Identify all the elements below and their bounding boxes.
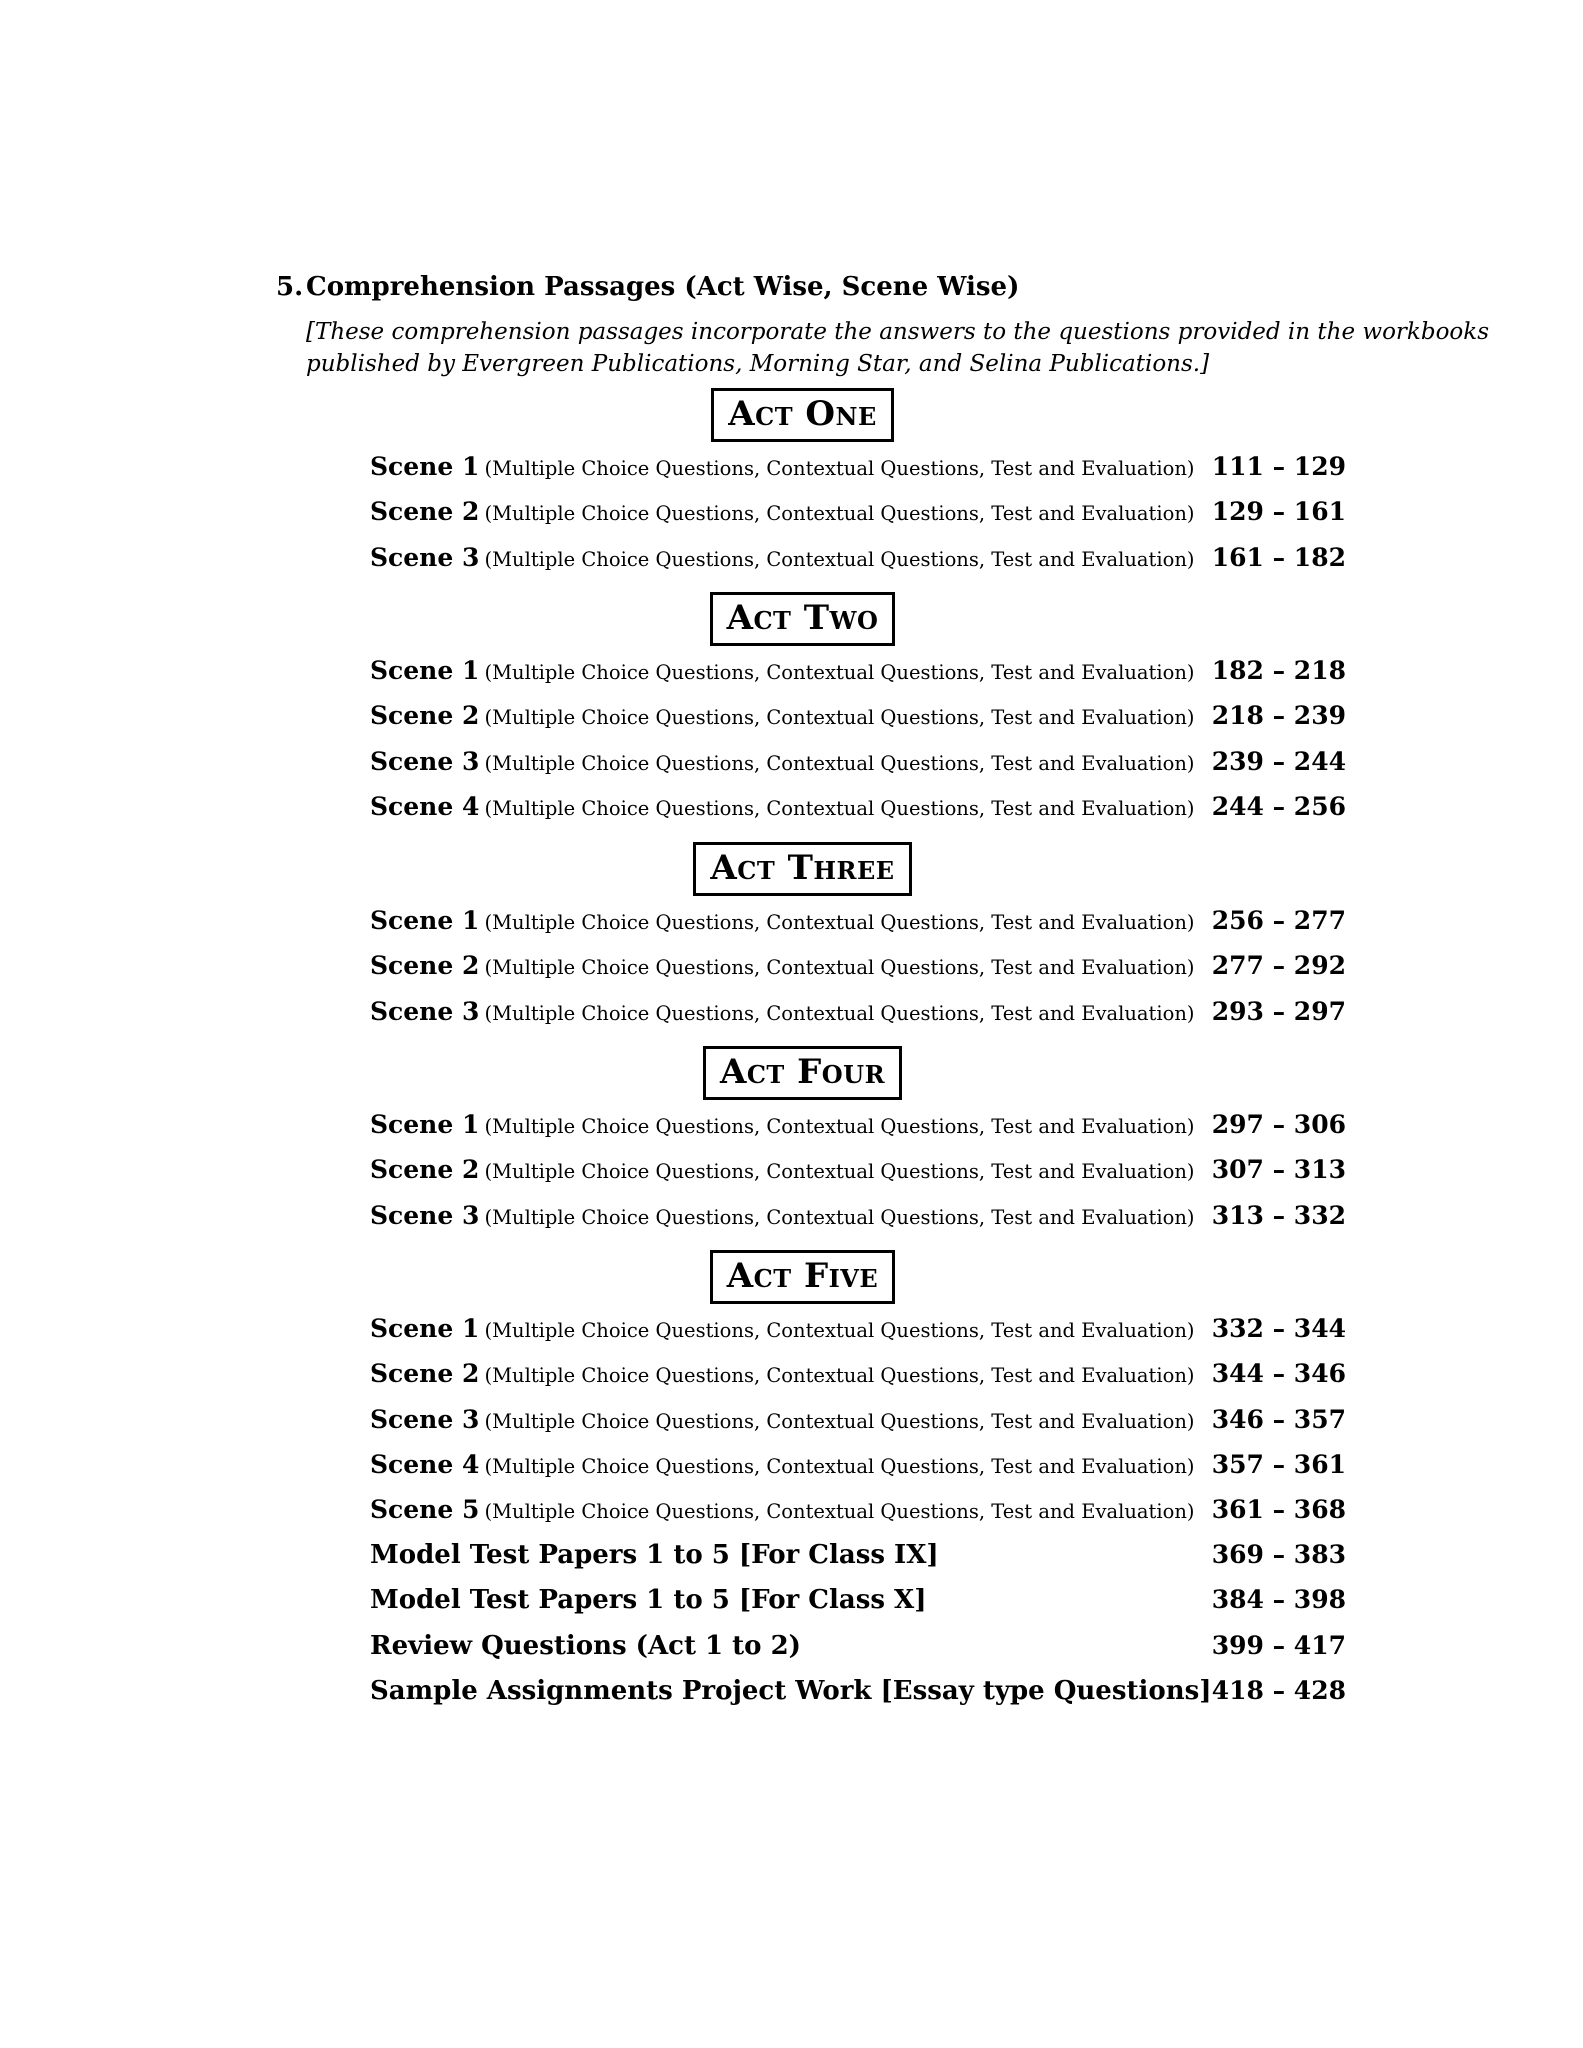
entry-label: Sample Assignments Project Work [Essay type Questions]: [370, 1675, 1212, 1706]
page-range: 399 – 417: [1211, 1630, 1346, 1660]
scene-label: Scene 3: [370, 996, 480, 1026]
page-range: 244 – 256: [1211, 791, 1346, 821]
toc-row: [370, 747, 1346, 787]
page-range: 182 – 218: [1211, 656, 1346, 685]
toc-row: [370, 656, 1346, 696]
section-number: 5.: [276, 272, 304, 302]
page-range: 346 – 357: [1211, 1404, 1346, 1434]
toc-row: [370, 1676, 1346, 1716]
page-range: 361 – 368: [1211, 1495, 1346, 1525]
page-range: 344 – 346: [1211, 1359, 1346, 1389]
page-range: 256 – 277: [1211, 906, 1346, 935]
toc-row: [370, 1359, 1346, 1399]
entry-label: Model Test Papers 1 to 5 [For Class IX]: [370, 1540, 939, 1570]
page-range: 307 – 313: [1211, 1155, 1346, 1185]
scene-description: (Multiple Choice Questions, Contextual Questions, Test and Evaluation): [484, 1115, 1195, 1138]
toc-row: [370, 1405, 1346, 1445]
scene-description: (Multiple Choice Questions, Contextual Questions, Test and Evaluation): [484, 706, 1195, 730]
scene-label: Scene 1: [370, 452, 480, 481]
scene-description: (Multiple Choice Questions, Contextual Questions, Test and Evaluation): [484, 1001, 1195, 1025]
act-title: Act One: [711, 388, 894, 442]
act-heading: [0, 842, 1583, 896]
act-heading: [0, 388, 1583, 442]
toc-row: [370, 1450, 1346, 1490]
scene-label: Scene 3: [370, 542, 480, 572]
note-line: [These comprehension passages incorporate the answers to the questions provided in the workbooks: [306, 319, 1490, 345]
page-range: 218 – 239: [1211, 701, 1346, 731]
entry-label: Model Test Papers 1 to 5 [For Class X]: [370, 1585, 927, 1616]
section-heading: [276, 272, 1019, 302]
scene-label: Scene 3: [370, 1200, 480, 1230]
scene-description: (Multiple Choice Questions, Contextual Questions, Test and Evaluation): [484, 956, 1195, 980]
toc-row: [370, 1585, 1346, 1625]
section-title: Comprehension Passages (Act Wise, Scene Wise): [306, 272, 1020, 302]
act-title: Act Two: [710, 592, 896, 646]
scene-label: Scene 4: [370, 1449, 480, 1479]
page-range: 313 – 332: [1211, 1200, 1346, 1230]
scene-description: (Multiple Choice Questions, Contextual Questions, Test and Evaluation): [484, 1500, 1195, 1524]
toc-row: [370, 1201, 1346, 1241]
scene-description: (Multiple Choice Questions, Contextual Questions, Test and Evaluation): [484, 1319, 1195, 1342]
toc-row: [370, 1540, 1346, 1580]
page-range: 129 – 161: [1211, 497, 1346, 527]
toc-row: [370, 701, 1346, 741]
scene-description: (Multiple Choice Questions, Contextual Questions, Test and Evaluation): [484, 1364, 1195, 1388]
act-heading: [0, 1046, 1583, 1100]
scene-label: Scene 1: [370, 656, 480, 685]
act-title: Act Four: [703, 1046, 902, 1100]
page-range: 418 – 428: [1211, 1675, 1346, 1705]
scene-label: Scene 1: [370, 906, 480, 935]
scene-label: Scene 3: [370, 746, 480, 776]
page-range: 332 – 344: [1211, 1314, 1346, 1343]
toc-row: [370, 1495, 1346, 1535]
page-range: 277 – 292: [1211, 951, 1346, 981]
toc-row: [370, 497, 1346, 537]
toc-row: [370, 951, 1346, 991]
toc-row: [370, 792, 1346, 832]
scene-description: (Multiple Choice Questions, Contextual Questions, Test and Evaluation): [484, 502, 1195, 526]
page-range: 161 – 182: [1211, 542, 1346, 572]
scene-description: (Multiple Choice Questions, Contextual Questions, Test and Evaluation): [484, 457, 1195, 480]
page-range: 297 – 306: [1211, 1110, 1346, 1139]
scene-label: Scene 1: [370, 1110, 480, 1139]
scene-label: Scene 2: [370, 701, 480, 731]
scene-label: Scene 2: [370, 1359, 480, 1389]
scene-label: Scene 2: [370, 497, 480, 527]
page-range: 239 – 244: [1211, 746, 1346, 776]
page-range: 369 – 383: [1211, 1540, 1346, 1569]
act-heading: [0, 592, 1583, 646]
scene-label: Scene 3: [370, 1404, 480, 1434]
scene-label: Scene 4: [370, 791, 480, 821]
scene-description: (Multiple Choice Questions, Contextual Questions, Test and Evaluation): [484, 1409, 1195, 1433]
scene-description: (Multiple Choice Questions, Contextual Questions, Test and Evaluation): [484, 1160, 1195, 1184]
scene-description: (Multiple Choice Questions, Contextual Questions, Test and Evaluation): [484, 796, 1195, 820]
page-range: 384 – 398: [1211, 1585, 1346, 1615]
scene-description: (Multiple Choice Questions, Contextual Questions, Test and Evaluation): [484, 911, 1195, 934]
page-range: 111 – 129: [1211, 452, 1346, 481]
scene-label: Scene 2: [370, 1155, 480, 1185]
scene-description: (Multiple Choice Questions, Contextual Questions, Test and Evaluation): [484, 751, 1195, 775]
toc-row: [370, 997, 1346, 1037]
toc-row: [370, 1631, 1346, 1671]
note-line: published by Evergreen Publications, Morning Star, and Selina Publications.]: [306, 351, 1210, 377]
act-title: Act Three: [693, 842, 911, 896]
entry-label: Review Questions (Act 1 to 2): [370, 1630, 801, 1661]
scene-description: (Multiple Choice Questions, Contextual Questions, Test and Evaluation): [484, 547, 1195, 571]
scene-description: (Multiple Choice Questions, Contextual Questions, Test and Evaluation): [484, 661, 1195, 684]
toc-row: [370, 1314, 1346, 1354]
toc-row: [370, 906, 1346, 946]
scene-label: Scene 2: [370, 951, 480, 981]
toc-row: [370, 452, 1346, 492]
toc-row: [370, 1110, 1346, 1150]
scene-description: (Multiple Choice Questions, Contextual Questions, Test and Evaluation): [484, 1205, 1195, 1229]
toc-row: [370, 1155, 1346, 1195]
scene-label: Scene 5: [370, 1495, 480, 1525]
page-range: 357 – 361: [1211, 1449, 1346, 1479]
section-note: [306, 316, 1490, 380]
toc-row: [370, 543, 1346, 583]
page-range: 293 – 297: [1211, 996, 1346, 1026]
scene-label: Scene 1: [370, 1314, 480, 1343]
act-title: Act Five: [710, 1250, 895, 1304]
scene-description: (Multiple Choice Questions, Contextual Questions, Test and Evaluation): [484, 1454, 1195, 1478]
act-heading: [0, 1250, 1583, 1304]
